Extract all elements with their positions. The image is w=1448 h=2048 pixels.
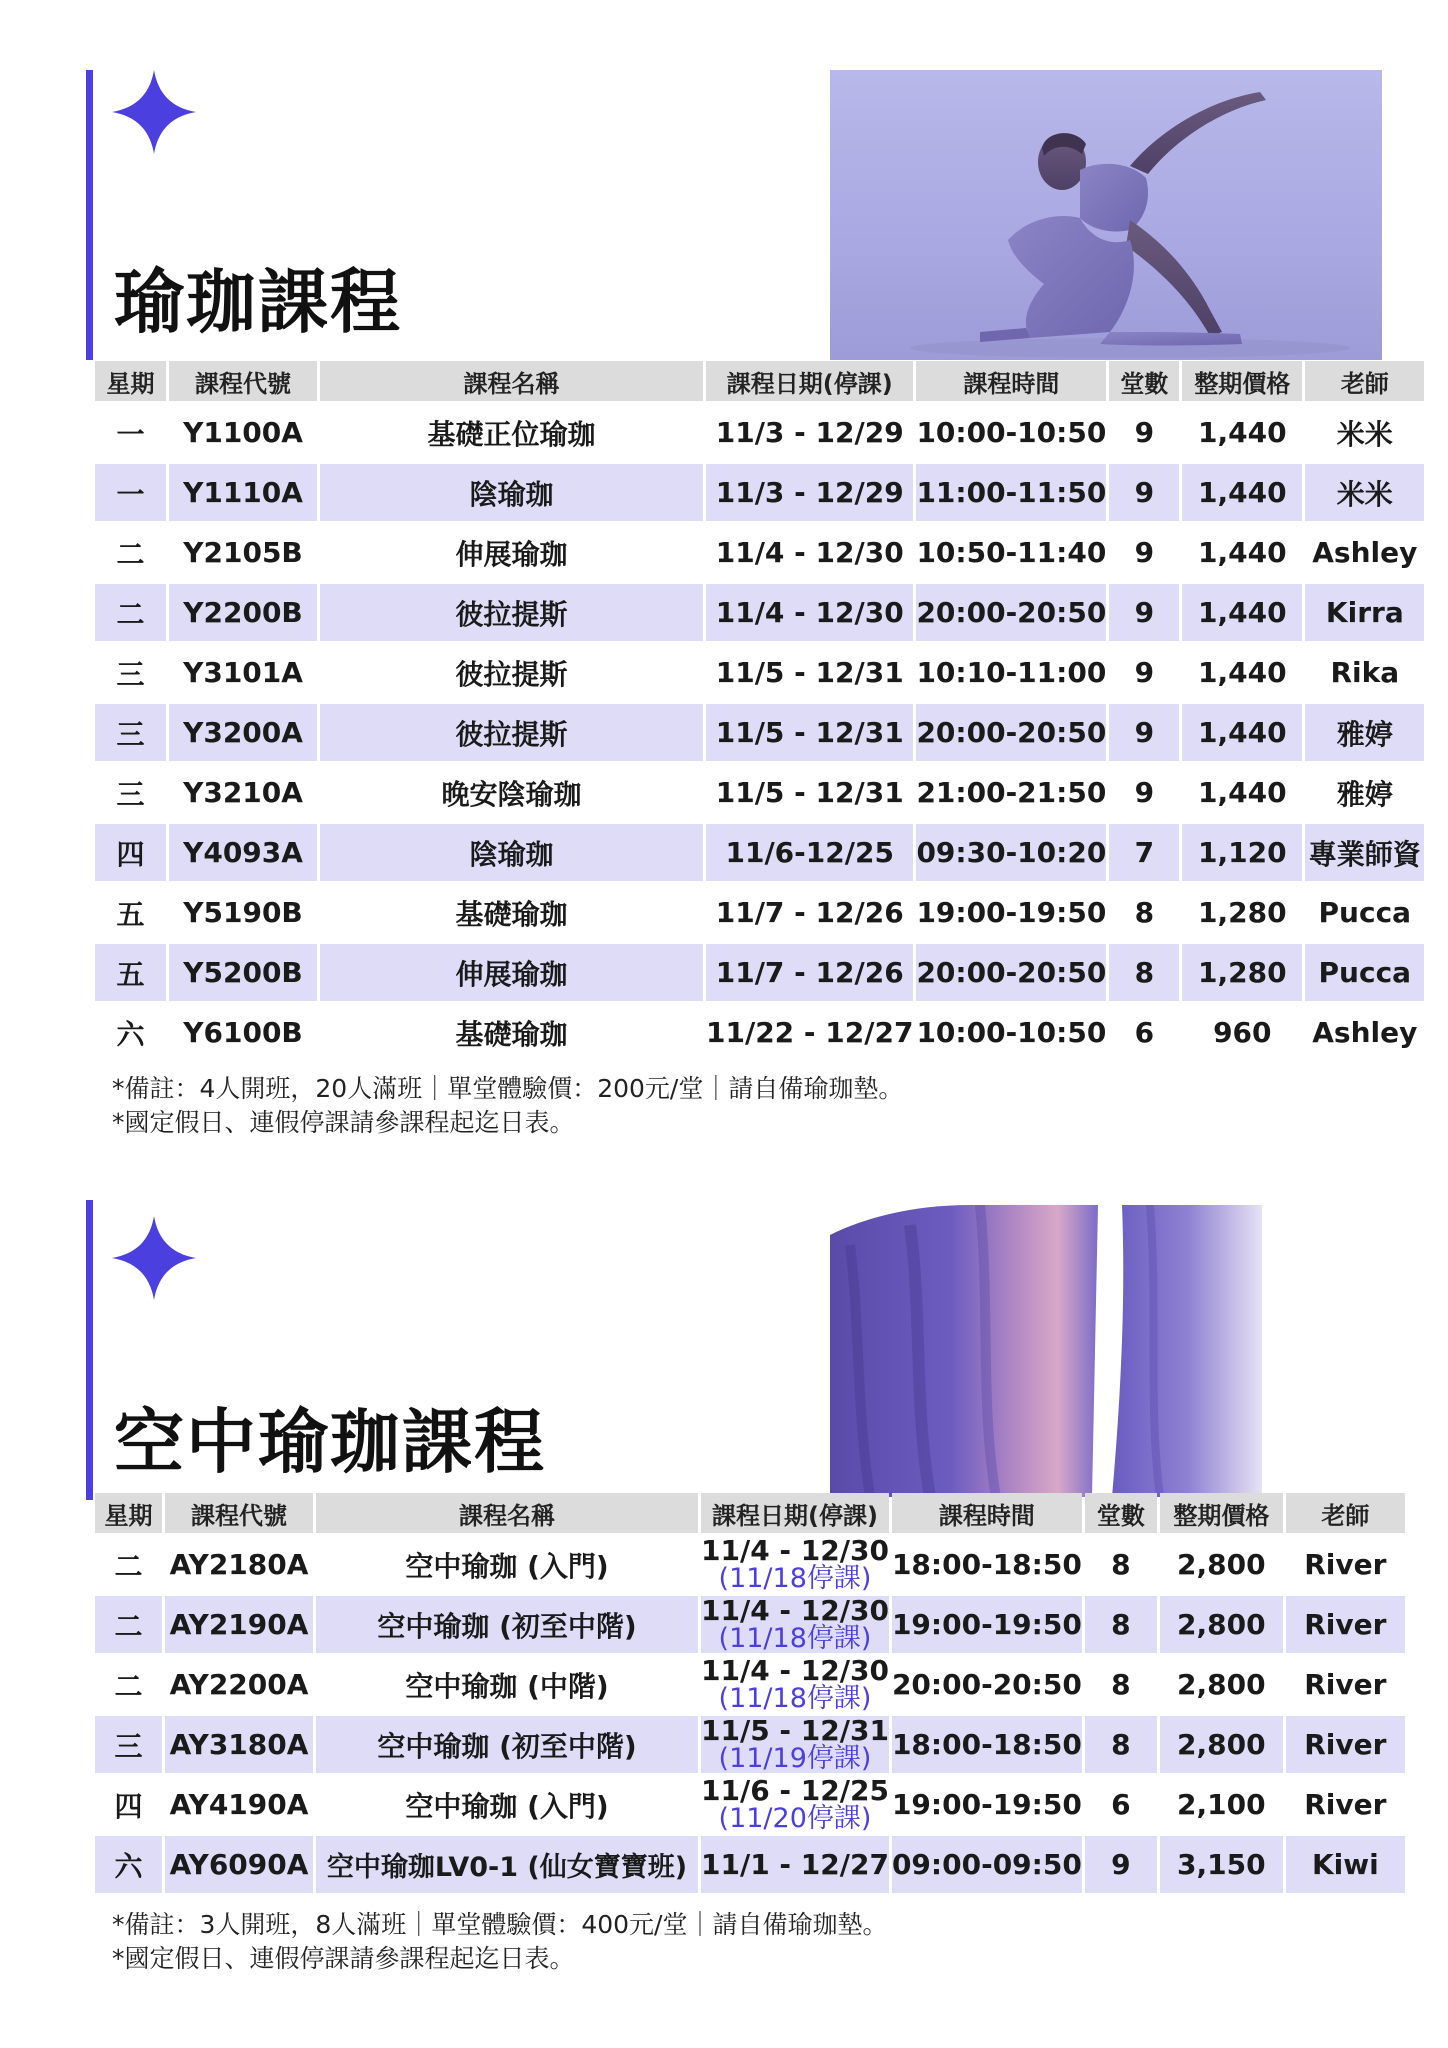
name-cell: 空中瑜珈 (初至中階)	[316, 1596, 698, 1653]
section-title: 空中瑜珈課程	[114, 1401, 546, 1483]
accent-bar	[86, 1200, 93, 1500]
header-name: 課程名稱	[320, 361, 703, 401]
cancelled-date: (11/20停課)	[718, 1802, 872, 1834]
price-cell: 2,800	[1160, 1716, 1283, 1773]
time-cell: 10:10-11:00	[916, 656, 1107, 689]
header-teacher: 老師	[1286, 1493, 1405, 1533]
name-cell: 伸展瑜珈	[320, 944, 703, 1001]
name-cell: 陰瑜珈	[320, 824, 703, 881]
time-cell: 09:30-10:20	[916, 824, 1106, 881]
header-name: 課程名稱	[316, 1493, 698, 1533]
name-cell: 基礎瑜珈	[455, 897, 568, 931]
date-cell	[701, 1653, 889, 1714]
sparkle-diamond-icon	[112, 1216, 196, 1300]
price-cell: 1,440	[1198, 416, 1287, 449]
table-row	[95, 1004, 1424, 1061]
accent-bar	[86, 70, 93, 360]
date-cell: 11/6-12/25	[706, 824, 913, 881]
name-cell: 空中瑜珈 (入門)	[405, 1549, 609, 1583]
header-date: 課程日期(停課)	[701, 1493, 889, 1533]
table-row	[95, 884, 1424, 941]
time-cell: 10:00-10:50	[916, 416, 1107, 449]
note-line: *國定假日、連假停課請參課程起迄日表。	[112, 1944, 575, 1973]
date-cell: 11/7 - 12/26	[706, 944, 913, 1001]
count-cell: 8	[1111, 1548, 1131, 1581]
count-cell: 6	[1134, 1016, 1155, 1049]
price-cell: 1,440	[1198, 536, 1287, 569]
date-cell	[701, 1713, 889, 1774]
count-cell: 9	[1134, 776, 1155, 809]
count-cell: 8	[1134, 896, 1155, 929]
count-cell: 9	[1134, 536, 1155, 569]
code-cell: Y5200B	[169, 944, 317, 1001]
table-row	[95, 524, 1424, 581]
price-cell: 1,440	[1198, 776, 1287, 809]
day-cell: 二	[95, 1596, 162, 1653]
time-cell: 18:00-18:50	[892, 1716, 1082, 1773]
name-cell: 基礎正位瑜珈	[427, 417, 596, 451]
count-cell: 9	[1134, 416, 1155, 449]
price-cell: 2,100	[1177, 1788, 1266, 1821]
count-cell: 8	[1085, 1596, 1157, 1653]
code-cell: Y5190B	[183, 896, 303, 929]
price-cell: 1,280	[1198, 896, 1287, 929]
table-row	[95, 1716, 1405, 1773]
count-cell: 9	[1085, 1836, 1157, 1893]
day-cell: 二	[95, 584, 166, 641]
time-cell: 10:50-11:40	[916, 536, 1107, 569]
date-cell: 11/4 - 12/30	[715, 536, 904, 569]
header-teacher: 老師	[1305, 361, 1424, 401]
price-cell: 2,800	[1177, 1668, 1266, 1701]
time-cell: 10:00-10:50	[916, 1016, 1107, 1049]
cancelled-date: (11/18停課)	[718, 1682, 872, 1714]
date-cell: 11/7 - 12/26	[715, 896, 904, 929]
section-notes	[112, 1908, 887, 1976]
date-range: 11/4 - 12/30	[701, 1533, 889, 1567]
teacher-cell: 雅婷	[1336, 777, 1393, 811]
day-cell: 六	[95, 1836, 162, 1893]
name-cell: 陰瑜珈	[320, 464, 703, 521]
aerial-yoga-section	[0, 1200, 1448, 2020]
note-line: *國定假日、連假停課請參課程起迄日表。	[112, 1108, 575, 1137]
teacher-cell: 米米	[1305, 464, 1424, 521]
teacher-cell: Ashley	[1312, 1016, 1418, 1049]
aerial-schedule-table	[92, 1490, 1408, 1896]
time-cell: 20:00-20:50	[891, 1668, 1082, 1701]
price-cell: 1,440	[1182, 464, 1302, 521]
date-cell: 11/3 - 12/29	[715, 416, 904, 449]
count-cell: 7	[1109, 824, 1179, 881]
date-range: 11/4 - 12/30	[701, 1593, 889, 1627]
count-cell: 8	[1111, 1668, 1131, 1701]
day-cell: 五	[116, 897, 145, 931]
table-header-row	[95, 361, 1424, 401]
code-cell: Y1110A	[169, 464, 317, 521]
date-cell: 11/3 - 12/29	[706, 464, 913, 521]
time-cell: 19:00-19:50	[892, 1596, 1082, 1653]
date-cell: 11/5 - 12/31	[706, 704, 913, 761]
section-title: 瑜珈課程	[114, 261, 402, 343]
name-cell: 伸展瑜珈	[455, 537, 568, 571]
price-cell: 1,280	[1182, 944, 1302, 1001]
table-row	[95, 1836, 1405, 1893]
aerial-silk-photo	[830, 1205, 1262, 1497]
code-cell: Y3101A	[183, 656, 303, 689]
code-cell: Y2200B	[169, 584, 317, 641]
teacher-cell: Pucca	[1318, 896, 1412, 929]
day-cell: 二	[116, 537, 145, 571]
date-cell: 11/22 - 12/27	[706, 1016, 914, 1049]
header-price: 整期價格	[1182, 361, 1302, 401]
time-cell: 09:00-09:50	[892, 1836, 1082, 1893]
day-cell: 三	[95, 1716, 162, 1773]
teacher-cell: River	[1286, 1596, 1405, 1653]
time-cell: 20:00-20:50	[916, 944, 1106, 1001]
yoga-pose-photo	[830, 70, 1382, 360]
table-row	[95, 404, 1424, 461]
name-cell: 晚安陰瑜珈	[441, 777, 582, 811]
teacher-cell: 雅婷	[1305, 704, 1424, 761]
teacher-cell: River	[1304, 1548, 1387, 1581]
table-row	[95, 584, 1424, 641]
count-cell: 9	[1109, 584, 1179, 641]
table-row	[95, 1776, 1405, 1833]
date-cell	[701, 1593, 889, 1654]
day-cell: 五	[95, 944, 166, 1001]
price-cell: 2,800	[1177, 1548, 1266, 1581]
header-day: 星期	[95, 361, 166, 401]
day-cell: 四	[95, 824, 166, 881]
header-code: 課程代號	[165, 1493, 313, 1533]
count-cell: 9	[1134, 656, 1155, 689]
code-cell: AY3180A	[165, 1716, 313, 1773]
code-cell: AY6090A	[165, 1836, 313, 1893]
teacher-cell: 專業師資	[1305, 824, 1424, 881]
count-cell: 6	[1111, 1788, 1131, 1821]
table-row	[95, 944, 1424, 1001]
price-cell: 1,120	[1182, 824, 1302, 881]
count-cell: 9	[1109, 464, 1179, 521]
table-row	[95, 1656, 1405, 1713]
table-row	[95, 824, 1424, 881]
time-cell: 20:00-20:50	[916, 584, 1106, 641]
date-range: 11/4 - 12/30	[701, 1653, 889, 1687]
sparkle-diamond-icon	[112, 70, 196, 154]
table-header-row	[95, 1493, 1405, 1533]
code-cell: Y1100A	[183, 416, 303, 449]
teacher-cell: Kirra	[1305, 584, 1424, 641]
date-cell: 11/1 - 12/27	[701, 1836, 889, 1893]
table-row	[95, 704, 1424, 761]
code-cell: AY2200A	[169, 1668, 309, 1701]
code-cell: AY4190A	[169, 1788, 309, 1821]
date-cell: 11/5 - 12/31	[715, 656, 904, 689]
count-cell: 9	[1109, 704, 1179, 761]
code-cell: Y4093A	[169, 824, 317, 881]
day-cell: 三	[116, 777, 145, 811]
name-cell: 彼拉提斯	[320, 584, 703, 641]
time-cell: 20:00-20:50	[916, 704, 1106, 761]
price-cell: 3,150	[1160, 1836, 1283, 1893]
code-cell: AY2180A	[169, 1548, 309, 1581]
day-cell: 一	[116, 417, 145, 451]
time-cell: 21:00-21:50	[916, 776, 1107, 809]
price-cell: 960	[1213, 1016, 1272, 1049]
code-cell: Y3200A	[169, 704, 317, 761]
time-cell: 19:00-19:50	[891, 1788, 1082, 1821]
name-cell: 基礎瑜珈	[455, 1017, 568, 1051]
table-row	[95, 644, 1424, 701]
table-row	[95, 764, 1424, 821]
teacher-cell: River	[1304, 1668, 1387, 1701]
day-cell: 一	[95, 464, 166, 521]
code-cell: Y6100B	[183, 1016, 303, 1049]
date-range: 11/6 - 12/25	[701, 1773, 889, 1807]
date-cell: 11/4 - 12/30	[706, 584, 913, 641]
price-cell: 1,440	[1182, 584, 1302, 641]
header-day: 星期	[95, 1493, 162, 1533]
teacher-cell: 米米	[1336, 417, 1393, 451]
teacher-cell: Pucca	[1305, 944, 1424, 1001]
teacher-cell: River	[1304, 1788, 1387, 1821]
day-cell: 二	[114, 1669, 143, 1703]
date-range: 11/5 - 12/31	[701, 1713, 889, 1747]
time-cell: 11:00-11:50	[916, 464, 1106, 521]
code-cell: Y3210A	[183, 776, 303, 809]
teacher-cell: Ashley	[1312, 536, 1418, 569]
name-cell: 空中瑜珈LV0-1 (仙女寶寶班)	[316, 1836, 698, 1893]
code-cell: Y2105B	[183, 536, 303, 569]
teacher-cell: River	[1286, 1716, 1405, 1773]
name-cell: 彼拉提斯	[455, 657, 568, 691]
count-cell: 8	[1085, 1716, 1157, 1773]
date-cell: 11/5 - 12/31	[715, 776, 904, 809]
name-cell: 彼拉提斯	[320, 704, 703, 761]
table-row	[95, 1596, 1405, 1653]
yoga-schedule-table	[92, 358, 1427, 1064]
header-code: 課程代號	[169, 361, 317, 401]
table-row	[95, 464, 1424, 521]
note-line: *備註：3人開班，8人滿班｜單堂體驗價：400元/堂｜請自備瑜珈墊。	[112, 1910, 888, 1939]
section-notes	[112, 1072, 903, 1140]
time-cell: 18:00-18:50	[891, 1548, 1082, 1581]
day-cell: 三	[95, 704, 166, 761]
name-cell: 空中瑜珈 (中階)	[405, 1669, 609, 1703]
name-cell: 空中瑜珈 (入門)	[405, 1789, 609, 1823]
date-cell	[701, 1533, 889, 1594]
price-cell: 1,440	[1198, 656, 1287, 689]
cancelled-date: (11/18停課)	[718, 1562, 872, 1594]
note-line: *備註：4人開班，20人滿班｜單堂體驗價：200元/堂｜請自備瑜珈墊。	[112, 1074, 904, 1103]
teacher-cell: Kiwi	[1286, 1836, 1405, 1893]
time-cell: 19:00-19:50	[916, 896, 1107, 929]
header-count: 堂數	[1109, 361, 1179, 401]
teacher-cell: Rika	[1330, 656, 1400, 689]
header-count: 堂數	[1085, 1493, 1157, 1533]
name-cell: 空中瑜珈 (初至中階)	[316, 1716, 698, 1773]
price-cell: 2,800	[1160, 1596, 1283, 1653]
day-cell: 三	[116, 657, 145, 691]
day-cell: 二	[114, 1549, 143, 1583]
date-cell	[701, 1773, 889, 1834]
code-cell: AY2190A	[165, 1596, 313, 1653]
cancelled-date: (11/18停課)	[718, 1622, 872, 1654]
header-time: 課程時間	[892, 1493, 1082, 1533]
day-cell: 四	[114, 1789, 143, 1823]
header-date: 課程日期(停課)	[706, 361, 913, 401]
day-cell: 六	[116, 1017, 145, 1051]
price-cell: 1,440	[1182, 704, 1302, 761]
header-time: 課程時間	[916, 361, 1106, 401]
yoga-section	[0, 70, 1448, 1150]
header-price: 整期價格	[1160, 1493, 1283, 1533]
table-row	[95, 1536, 1405, 1593]
count-cell: 8	[1109, 944, 1179, 1001]
cancelled-date: (11/19停課)	[718, 1742, 872, 1774]
